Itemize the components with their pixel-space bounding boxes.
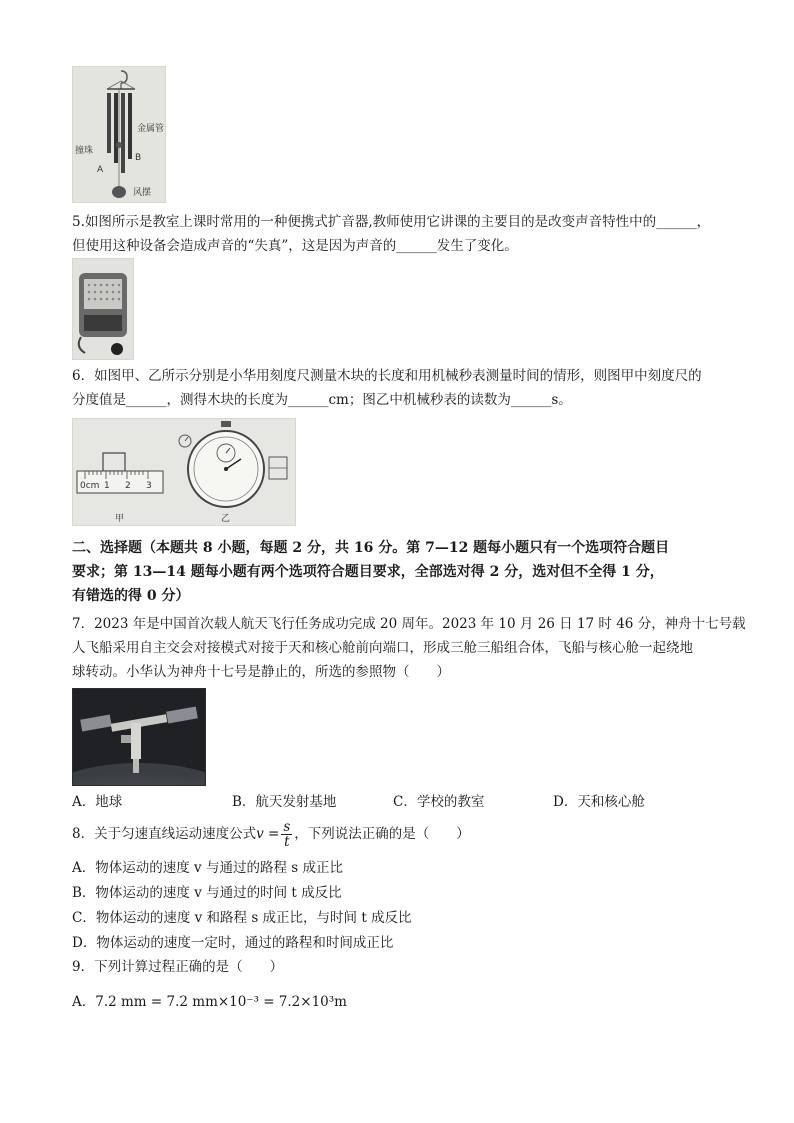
q8-option-a[interactable]: A．物体运动的速度 v 与通过的路程 s 成正比 xyxy=(72,860,343,876)
label-b: B xyxy=(135,153,142,163)
label-yi: 乙 xyxy=(221,514,231,524)
label-pendulum: 风摆 xyxy=(133,188,152,198)
q7-option-d[interactable]: D．天和核心舱 xyxy=(553,794,645,810)
q9-stem: 9．下列计算过程正确的是（ ） xyxy=(72,959,284,975)
q8-stem xyxy=(72,818,470,850)
loudspeaker-drawing xyxy=(73,259,133,359)
wind-chime-drawing xyxy=(73,67,165,202)
q7-option-a[interactable]: A．地球 xyxy=(72,794,123,810)
q8-formula-numerator: s xyxy=(283,819,291,835)
q7-option-c[interactable]: C．学校的教室 xyxy=(393,794,485,810)
q8-formula-fraction xyxy=(281,820,292,849)
label-bead: 撞珠 xyxy=(75,146,94,156)
section2-line1: 二、选择题（本题共 8 小题，每题 2 分，共 16 分。第 7—12 题每小题只有一个选项符合题目 xyxy=(72,540,670,556)
q5-line1: 5.如图所示是教室上课时常用的一种便携式扩音器,教师使用它讲课的主要目的是改变声音特性中的______， xyxy=(72,214,711,230)
ruler-tick-3: 3 xyxy=(146,481,152,491)
ruler-stopwatch-drawing xyxy=(73,419,295,525)
ruler-tick-2: 2 xyxy=(125,481,131,491)
loudspeaker-figure xyxy=(72,258,134,360)
q9-option-a[interactable]: A．7.2 mm = 7.2 mm×10⁻³ = 7.2×10³m xyxy=(72,994,347,1010)
label-metal-tube: 金属管 xyxy=(137,124,165,134)
q7-line2: 人飞船采用自主交会对接模式对接于天和核心舱前向端口，形成三舱三船组合体，飞船与核心舱一起绕地 xyxy=(72,640,693,656)
space-station-figure xyxy=(72,688,206,786)
q6-line2: 分度值是______，测得木块的长度为______cm；图乙中机械秒表的读数为______s。 xyxy=(72,392,572,408)
q8-formula-denominator: t xyxy=(284,834,290,850)
q6-line1: 6．如图甲、乙所示分别是小华用刻度尺测量木块的长度和用机械秒表测量时间的情形，则图甲中刻度尺的 xyxy=(72,368,702,384)
q5-line2: 但使用这种设备会造成声音的“失真”，这是因为声音的______发生了变化。 xyxy=(72,238,518,254)
q7-line1: 7．2023 年是中国首次载人航天飞行任务成功完成 20 周年。2023 年 10 月 26 日 17 时 46 分，神舟十七号载 xyxy=(72,616,746,632)
section2-line2: 要求；第 13—14 题每小题有两个选项符合题目要求，全部选对得 2 分，选对但不全得 1 分， xyxy=(72,564,664,580)
ruler-stopwatch-figure xyxy=(72,418,296,526)
q8-formula-lhs: v = xyxy=(256,826,280,842)
ruler-tick-0: 0cm xyxy=(80,481,100,491)
wind-chime-figure xyxy=(72,66,166,203)
q8-option-b[interactable]: B．物体运动的速度 v 与通过的时间 t 成反比 xyxy=(72,885,342,901)
space-station-drawing xyxy=(73,689,205,785)
q7-option-b[interactable]: B．航天发射基地 xyxy=(232,794,337,810)
q8-option-c[interactable]: C．物体运动的速度 v 和路程 s 成正比，与时间 t 成反比 xyxy=(72,910,412,926)
label-a: A xyxy=(97,165,104,175)
q8-stem-suffix: ，下列说法正确的是（ ） xyxy=(294,826,470,842)
label-jia: 甲 xyxy=(115,514,125,524)
section2-line3: 有错选的得 0 分） xyxy=(72,588,190,604)
q7-line3: 球转动。小华认为神舟十七号是静止的，所选的参照物（ ） xyxy=(72,664,450,680)
q8-stem-prefix: 8．关于匀速直线运动速度公式 xyxy=(72,826,257,842)
q8-option-d[interactable]: D．物体运动的速度一定时，通过的路程和时间成正比 xyxy=(72,935,394,951)
ruler-tick-1: 1 xyxy=(104,481,110,491)
